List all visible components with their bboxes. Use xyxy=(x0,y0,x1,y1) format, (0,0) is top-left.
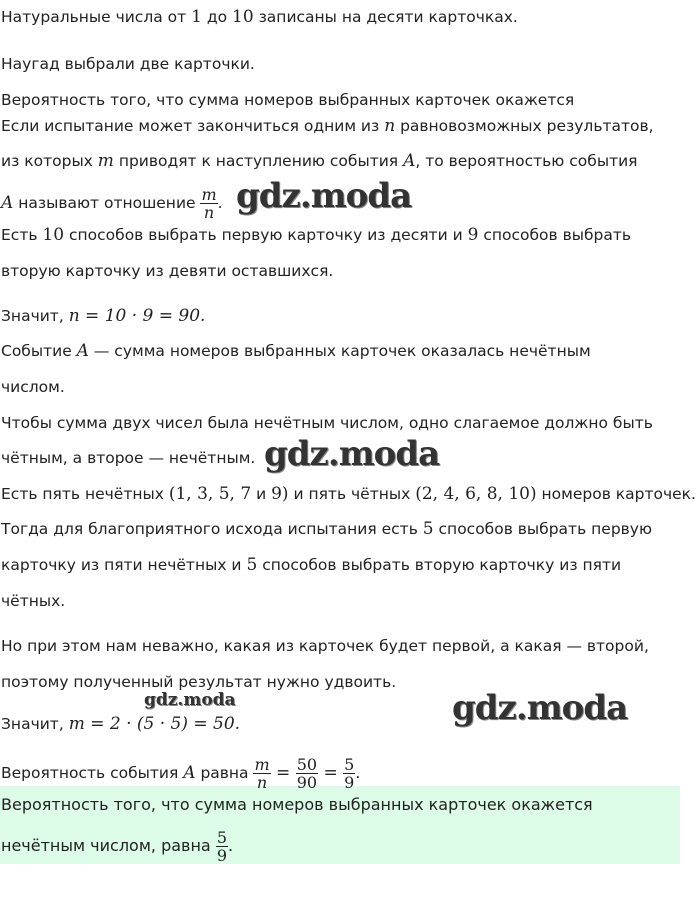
line-12: Чтобы сумма двух чисел была нечётным числом, одно слагаемое должно быть xyxy=(1,414,653,432)
watermark-logo: gdz.moda xyxy=(452,688,628,728)
answer-line-1: Вероятность того, что сумма номеров выбранных карточек окажется xyxy=(1,795,593,814)
line-4: Если испытание может закончиться одним из n равновозможных результатов, xyxy=(1,116,654,136)
line-3: Вероятность того, что сумма номеров выбранных карточек окажется xyxy=(1,91,575,109)
watermark-logo: gdz.moda xyxy=(236,176,412,216)
line-7: Есть 10 способов выбрать первую карточку из десяти и 9 способов выбрать xyxy=(1,225,632,245)
watermark-logo: gdz.moda xyxy=(144,690,236,710)
line-13: чётным, а второе — нечётным. xyxy=(1,449,256,467)
fraction-50-90: $\frac{50}{90}$ xyxy=(296,755,318,792)
fraction-5-9: $\frac{5}{9}$ xyxy=(344,755,355,792)
line-2: Наугад выбрали две карточки. xyxy=(1,55,255,73)
fraction-m-n-2: $\frac{m}{n}$ xyxy=(254,755,270,792)
line-15: Тогда для благоприятного исхода испытания есть 5 способов выбрать первую xyxy=(1,519,653,539)
answer-fraction: $\frac{5}{9}$ xyxy=(216,828,228,865)
line-14: Есть пять нечётных (1, 3, 5, 7 и 9) и пять чётных (2, 4, 6, 8, 10) номеров карточек. xyxy=(1,484,696,504)
answer-line-2: нечётным числом, равна $\frac{5}{9}$ . xyxy=(1,828,234,865)
line-5: из которых m приводят к наступлению события A, то вероятностью события xyxy=(1,151,638,171)
watermark-logo: gdz.moda xyxy=(264,434,440,474)
line-8: вторую карточку из девяти оставшихся. xyxy=(1,262,334,280)
fraction-m-n: $\frac{m}{n}$ xyxy=(201,185,217,222)
line-1: Натуральные числа от 1 до 10 записаны на десяти карточках. xyxy=(1,7,518,27)
line-19: поэтому полученный результат нужно удвоить. xyxy=(1,673,397,691)
line-6: A называют отношение $\frac{m}{n}$ . xyxy=(1,185,223,222)
line-9: Значит, n = 10 · 9 = 90. xyxy=(1,306,206,326)
line-11: числом. xyxy=(1,378,65,396)
line-21: Вероятность события A равна $\frac{m}{n}$ = $\frac{50}{90}$ = $\frac{5}{9}$ . xyxy=(1,755,361,792)
line-18: Но при этом нам неважно, какая из карточек будет первой, а какая — второй, xyxy=(1,637,649,655)
line-10: Событие A — сумма номеров выбранных карточек оказалась нечётным xyxy=(1,341,591,361)
line-17: чётных. xyxy=(1,592,66,610)
line-20: Значит, m = 2 · (5 · 5) = 50. xyxy=(1,714,241,734)
line-16: карточку из пяти нечётных и 5 способов выбрать вторую карточку из пяти xyxy=(1,555,622,575)
